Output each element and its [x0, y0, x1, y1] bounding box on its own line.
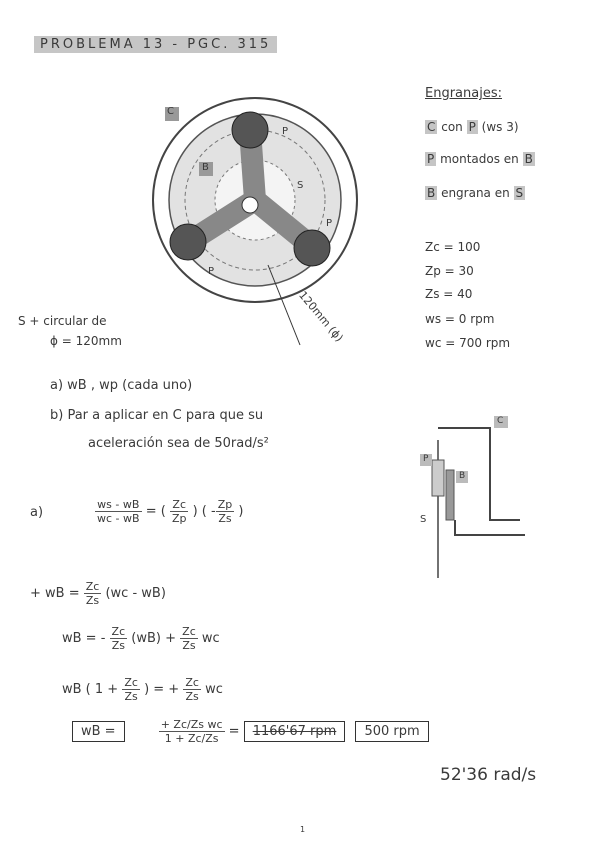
engranajes-heading: Engranajes: [425, 86, 502, 101]
engranaje-line: P montados en B [427, 152, 533, 166]
side-label-b: B [459, 471, 466, 481]
side-label-s: S [420, 514, 427, 525]
gear-tag: S [515, 186, 524, 200]
engranaje-line: B engrana en S [427, 186, 524, 200]
gear-b-block [446, 470, 454, 520]
side-label-p: P [423, 454, 429, 464]
label-p: P [282, 126, 289, 137]
equation-4: wB ( 1 + $\frac{Zc}{Zs}$ ) = + $\frac{Zc}{Zs}$ wc [62, 676, 223, 703]
label-p: P [326, 218, 333, 229]
question-b: aceleración sea de 50rad/s² [88, 436, 269, 451]
gear-tag: P [468, 120, 476, 134]
page-title: PROBLEMA 13 - PGC. 315 [34, 36, 277, 53]
label-s: S [297, 180, 304, 191]
gear-tag: C [427, 120, 436, 134]
sun-note: S + circular de [18, 314, 107, 328]
equation-1: $\frac{ws - wB}{wc - wB}$ = ( $\frac{Zc}{Zp}$ ) ( - $\frac{Zp}{Zs}$ ) [97, 498, 244, 525]
gear-tag: B [524, 152, 533, 166]
param-zc: Zc = 100 [425, 240, 481, 254]
param-zp: Zp = 30 [425, 264, 474, 278]
result-rpm: 500 rpm [355, 721, 428, 742]
engranaje-line: C con P (ws 3) [427, 120, 519, 134]
planet-gear [170, 224, 206, 260]
label-c: C [167, 106, 174, 117]
equation-5: wB = $\frac{\text{+ Zc/Zs wc}}{1 + Zc/Zs}$ = 1166'67 rpm 500 rpm [72, 718, 429, 745]
planet-block [432, 460, 444, 496]
dimension-label: 120mm (ϕ) [296, 288, 346, 345]
page-number: 1 [300, 825, 306, 834]
center-pin [242, 197, 258, 213]
struck-result: 1166'67 rpm [244, 721, 346, 742]
gear-tag: P [427, 152, 435, 166]
label-b: B [202, 162, 209, 173]
planet-gear [294, 230, 330, 266]
label-p: P [208, 266, 215, 277]
result-rads: 52'36 rad/s [440, 765, 537, 785]
planet-gear [232, 112, 268, 148]
side-label-c: C [497, 416, 504, 426]
param-wc: wc = 700 rpm [425, 336, 511, 350]
param-zs: Zs = 40 [425, 287, 473, 301]
sun-note: ϕ = 120mm [50, 334, 122, 348]
param-ws: ws = 0 rpm [425, 312, 495, 326]
question-a: a) wB , wp (cada uno) [50, 378, 193, 393]
question-b: b) Par a aplicar en C para que su [50, 408, 264, 423]
equation-2: + wB = $\frac{Zc}{Zs}$ (wc - wB) [30, 580, 166, 607]
solution-a-label: a) [30, 505, 44, 520]
gear-tag: B [427, 186, 436, 200]
equation-3: wB = - $\frac{Zc}{Zs}$ (wB) + $\frac{Zc}{Zs}$ wc [62, 625, 220, 652]
